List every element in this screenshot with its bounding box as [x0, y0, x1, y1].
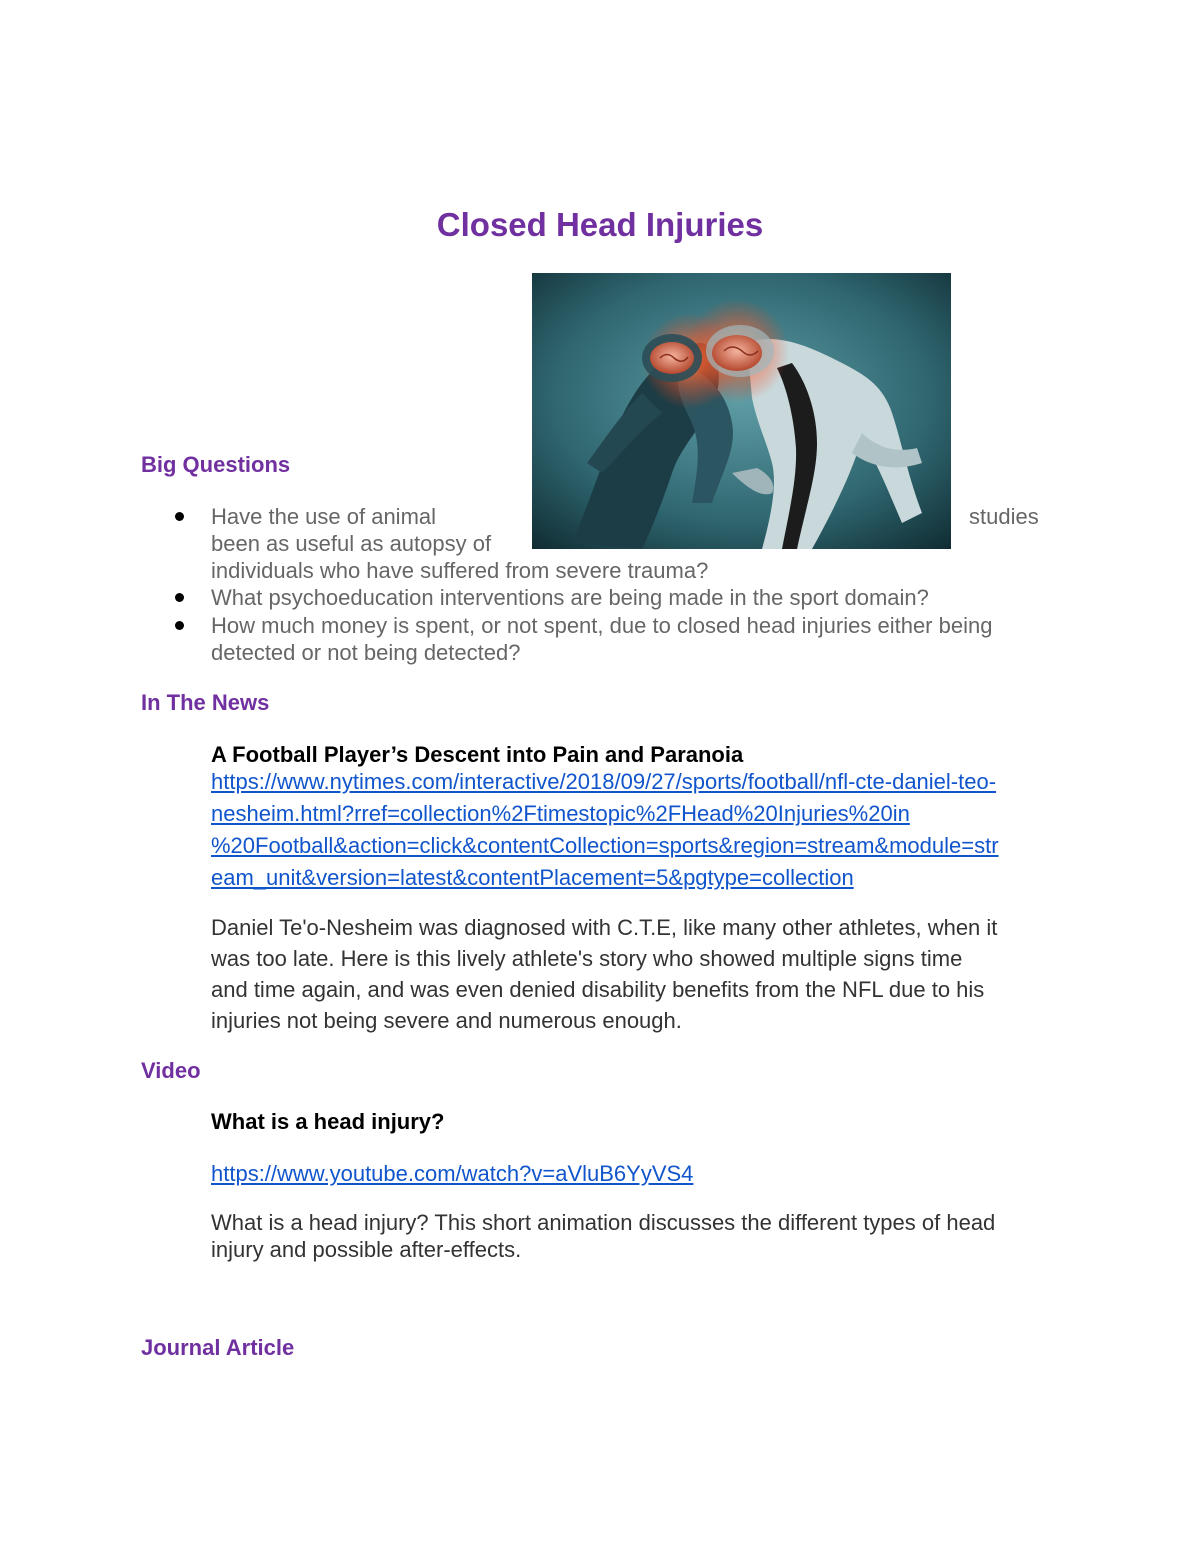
question-3-line-1: How much money is spent, or not spent, due to closed head injuries either being	[211, 613, 993, 638]
news-article-link[interactable]: https://www.nytimes.com/interactive/2018/09/27/sports/football/nfl-cte-daniel-teo-	[211, 769, 997, 794]
bullet-icon	[175, 593, 184, 602]
video-title: What is a head injury?	[211, 1109, 445, 1134]
news-summary-line: injuries not being severe and numerous enough.	[211, 1008, 682, 1033]
news-summary-line: was too late. Here is this lively athlete's story who showed multiple signs time	[211, 946, 963, 971]
news-article-link[interactable]: nesheim.html?rref=collection%2Ftimestopic%2FHead%20Injuries%20in	[211, 801, 910, 826]
football-players-brain-image	[532, 273, 951, 549]
news-article-title: A Football Player’s Descent into Pain and Paranoia	[211, 742, 744, 767]
video-description-line: injury and possible after-effects.	[211, 1237, 522, 1262]
question-3-line-2: detected or not being detected?	[211, 640, 521, 665]
news-summary-line: Daniel Te'o-Nesheim was diagnosed with C.T.E, like many other athletes, when it	[211, 915, 998, 940]
video-description-line: What is a head injury? This short animation discusses the different types of head	[211, 1210, 996, 1235]
big-questions-heading: Big Questions	[141, 452, 291, 477]
journal-article-heading: Journal Article	[141, 1335, 295, 1360]
question-2: What psychoeducation interventions are being made in the sport domain?	[211, 585, 929, 610]
question-1-part-3: been as useful as autopsy of	[211, 531, 492, 556]
in-the-news-heading: In The News	[141, 690, 270, 715]
bullet-icon	[175, 512, 184, 521]
bullet-icon	[175, 621, 184, 630]
news-summary-line: and time again, and was even denied disability benefits from the NFL due to his	[211, 977, 985, 1002]
news-article-link[interactable]: %20Football&action=click&contentCollection=sports&region=stream&module=str	[211, 833, 999, 858]
page-title: Closed Head Injuries	[436, 206, 764, 243]
question-1-part-2: studies	[969, 504, 1039, 529]
video-link[interactable]: https://www.youtube.com/watch?v=aVluB6YyVS4	[211, 1161, 694, 1186]
question-1-part-1: Have the use of animal	[211, 504, 437, 529]
question-1-part-4: individuals who have suffered from severe trauma?	[211, 558, 709, 583]
news-article-link[interactable]: eam_unit&version=latest&contentPlacement=5&pgtype=collection	[211, 865, 854, 890]
video-heading: Video	[141, 1058, 201, 1083]
